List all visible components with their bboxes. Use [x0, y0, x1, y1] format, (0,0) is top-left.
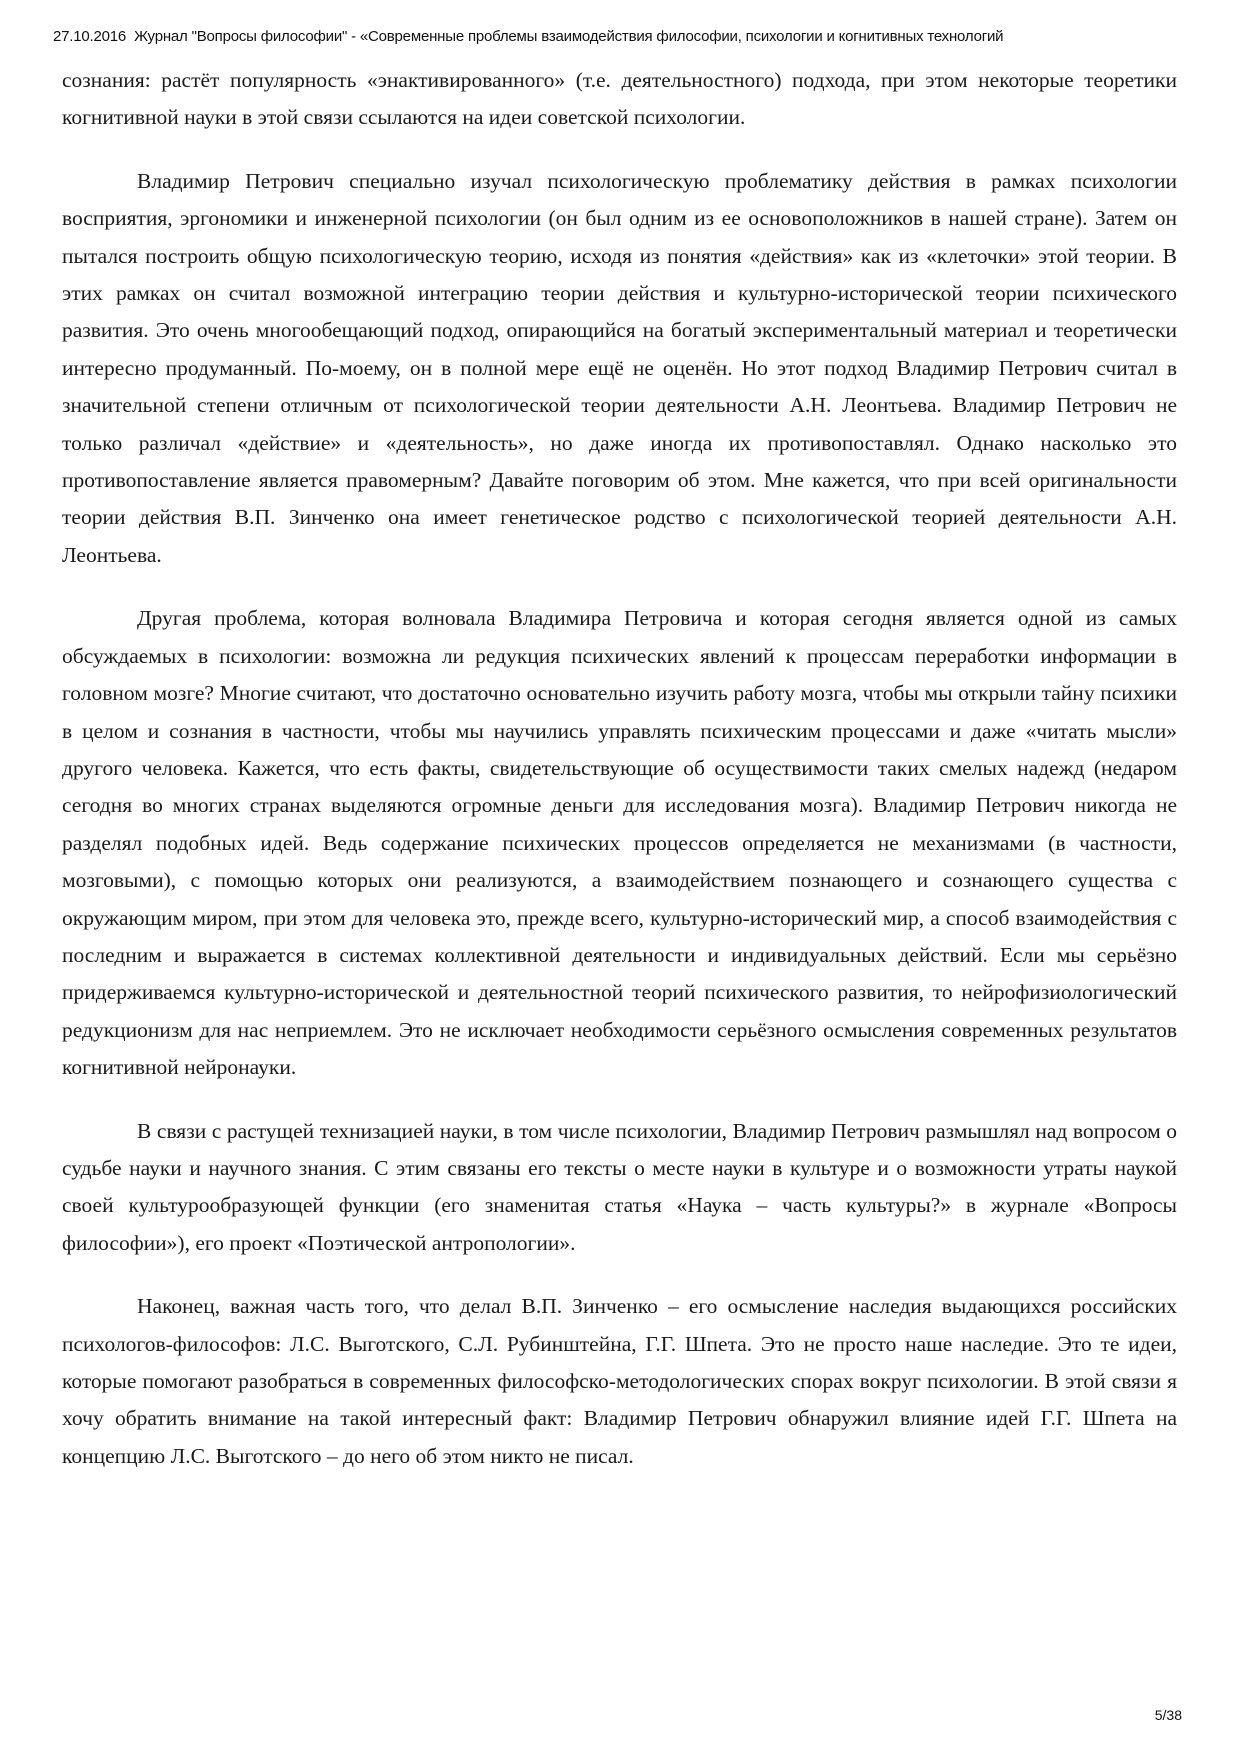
article-body — [62, 62, 1177, 1501]
print-header — [53, 28, 1203, 46]
print-date: 27.10.2016 — [53, 28, 127, 45]
print-title: Журнал "Вопросы философии" - «Современные проблемы взаимодействия философии, психологии и когнитивных технологий — [134, 28, 1004, 45]
page-number: 5/38 — [1154, 1707, 1182, 1723]
paragraph: Наконец, важная часть того, что делал В.П. Зинченко – его осмысление наследия выдающихся российских психологов-философов: Л.С. Выготского, С.Л. Рубинштейна, Г.Г. Шпета. Это не просто наше наследие. Это те идеи, которые помогают разобраться в современных философско-методологических спорах вокруг психологии. В этой связи я хочу обратить внимание на такой интересный факт: Владимир Петрович обнаружил влияние идей Г.Г. Шпета на концепцию Л.С. Выготского – до него об этом никто не писал. — [62, 1294, 1177, 1468]
paragraph: Владимир Петрович специально изучал психологическую проблематику действия в рамках психологии восприятия, эргономики и инженерной психологии (он был одним из ее основоположников в нашей стране). Затем он пытался построить общую психологическую теорию, исходя из понятия «действия» как из «клеточки» этой теории. В этих рамках он считал возможной интеграцию теории действия и культурно-исторической теории психического развития. Это очень многообещающий подход, опирающийся на богатый экспериментальный материал и теоретически интересно продуманный. По-моему, он в полной мере ещё не оценён. Но этот подход Владимир Петрович считал в значительной степени отличным от психологической теории деятельности А.Н. Леонтьева. Владимир Петрович не только различал «действие» и «деятельность», но даже иногда их противопоставлял. Однако насколько это противопоставление является правомерным? Давайте поговорим об этом. Мне кажется, что при всей оригинальности теории действия В.П. Зинченко она имеет генетическое родство с психологической теорией деятельности А.Н. Леонтьева. — [62, 168, 1177, 567]
paragraph: сознания: растёт популярность «энактивированного» (т.е. деятельностного) подхода, при этом некоторые теоретики когнитивной науки в этой связи ссылаются на идеи советской психологии. — [62, 68, 1177, 130]
paragraph: В связи с растущей технизацией науки, в том числе психологии, Владимир Петрович размышлял над вопросом о судьбе науки и научного знания. С этим связаны его тексты о месте науки в культуре и о возможности утраты наукой своей культурообразующей функции (его знаменитая статья «Наука – часть культуры?» в журнале «Вопросы философии»), его проект «Поэтической антропологии». — [62, 1118, 1177, 1255]
paragraph: Другая проблема, которая волновала Владимира Петровича и которая сегодня является одной из самых обсуждаемых в психологии: возможна ли редукция психических явлений к процессам переработки информации в головном мозге? Многие считают, что достаточно основательно изучить работу мозга, чтобы мы открыли тайну психики в целом и сознания в частности, чтобы мы научились управлять психическим процессами и даже «читать мысли» другого человека. Кажется, что есть факты, свидетельствующие об осуществимости таких смелых надежд (недаром сегодня во многих странах выделяются огромные деньги для исследования мозга). Владимир Петрович никогда не разделял подобных идей. Ведь содержание психических процессов определяется не механизмами (в частности, мозговыми), с помощью которых они реализуются, а взаимодействием познающего и сознающего существа с окружающим миром, при этом для человека это, прежде всего, культурно-исторический мир, а способ взаимодействия с последним и выражается в системах коллективной деятельности и индивидуальных действий. Если мы серьёзно придерживаемся культурно-исторической и деятельностной теорий психического развития, то нейрофизиологический редукционизм для нас неприемлем. Это не исключает необходимости серьёзного осмысления современных результатов когнитивной нейронауки. — [62, 606, 1177, 1080]
